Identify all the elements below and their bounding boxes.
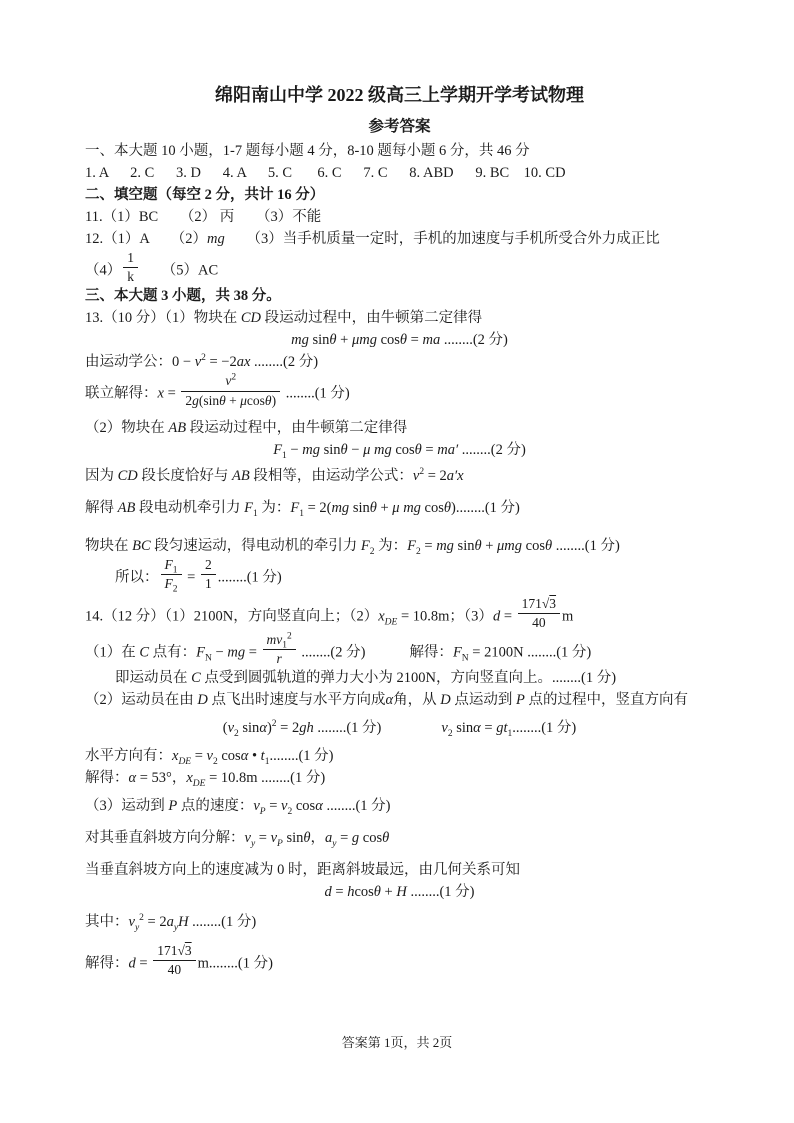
answer-12-part1: 12.（1）A （2）mg （3）当手机质量一定时，手机的加速度与手机所受合外力成正比	[85, 231, 660, 247]
q14-farthest-condition: 当垂直斜坡方向上的速度减为 0 时，距离斜坡最远，由几何关系可知	[85, 861, 520, 878]
q13-formula-newton-cd: mg sinθ + μmg cosθ = ma ........(2 分)	[291, 332, 508, 349]
q14-point-c: （1）在 C 点有：$F_N$ − mg = $\frac{mv_1^2}{r}$ ........(2 分) 解得：$F_N = 2100N$ ........(1 分)	[85, 631, 592, 666]
q14-among-which: 其中：$v_y^2 = 2a_yH$ ........(1 分)	[85, 913, 257, 933]
section-2-heading: 二、填空题（每空 2 分，共计 16 分）	[85, 187, 325, 203]
section-3-heading: 三、本大题 3 小题，共 38 分。	[85, 288, 281, 305]
q13-bc-uniform: 物块在 BC 段匀速运动，得电动机的牵引力 $F_2$ 为：$F_2$ = mg sinθ + μmg cosθ ........(1 分)	[85, 537, 620, 557]
q14-horizontal: 水平方向有：$x_{DE} = v_2$ cosα • $t_1........(1$ 分)	[85, 747, 334, 767]
q14-part2-intro: （2）运动员在由 D 点飞出时速度与水平方向成α角，从 D 点运动到 P 点的过程中，竖直方向有	[85, 691, 688, 708]
q14-decompose: 对其垂直斜坡方向分解：$v_y = v_P$ sinθ，$a_y = g$ cosθ	[85, 829, 390, 849]
q14-answers-summary: 14.（12 分）（1）2100N，方向竖直向上；$(2)x_{DE} = 10.8m$；（3）d = $\frac{171√3}{40}$ m	[85, 596, 574, 631]
q14-point-c-conclusion: 即运动员在 C 点受到圆弧轨道的弹力大小为 2100N，方向竖直向上。........(1 分)	[115, 669, 617, 686]
q13-ratio: 所以： $\frac{F_1}{F_2}$ = $\frac{2}{1}$ ........(1 分)	[115, 556, 282, 595]
q14-solve-alpha: 解得：α = 53°，$x_{DE} = 10.8m$ ........(1 分)	[85, 769, 326, 789]
q13-solve-f1: 解得 AB 段电动机牵引力 $F_1$ 为：$F_1 = 2(mg$ sinθ + μ mg cosθ)........(1 分)	[85, 499, 520, 519]
q14-solve-d: 解得：d = $\frac{171√3}{40}$ m........(1 分)	[85, 942, 273, 978]
exam-title: 绵阳南山中学 2022 级高三上学期开学考试物理	[215, 85, 584, 105]
q13-formula-newton-ab: $F_1$ − mg sinθ − μ mg cosθ = ma′ ........(2 分)	[273, 441, 526, 461]
q13-cd-equals-ab: 因为 CD 段长度恰好与 AB 段相等，由运动学公式：$v^2 = 2a'x$	[85, 466, 464, 484]
section-1-heading: 一、本大题 10 小题，1-7 题每小题 4 分，8-10 题每小题 6 分，共 46 分	[85, 143, 530, 159]
answer-11: 11.（1）BC （2） 丙 （3）不能	[85, 209, 322, 225]
q14-geometry-formula: d = hcosθ + H ........(1 分)	[324, 883, 475, 900]
q14-speed-at-p: （3）运动到 P 点的速度：$v_P = v_2$ cosα ........(1 分)	[85, 797, 391, 817]
q13-intro: 13.（10 分）（1）物块在 CD 段运动过程中，由牛顿第二定律得	[85, 310, 483, 327]
answer-12-part2: （4） $\frac{1}{k}$ （5）AC	[85, 250, 219, 285]
q13-part2-intro: （2）物块在 AB 段运动过程中，由牛顿第二定律得	[85, 419, 408, 436]
q13-kinematics: 由运动学公：$0 - v^2 = -2ax$ ........(2 分)	[85, 353, 319, 371]
page-footer: 答案第 1页，共 2页	[341, 1035, 453, 1050]
q14-vertical-formulas: ($v_2$ sinα)$^2$ = 2gh ........(1 分) $v_2$ $\sin\alpha = gt_1........(1$ 分)	[222, 719, 577, 739]
answer-key-subtitle: 参考答案	[368, 118, 431, 135]
q13-solve-x: 联立解得：x = $\frac{v^2}{2g(\sin\theta + \mu\cos\theta)}$ ........(1 分)	[85, 372, 350, 408]
choice-answers: 1. A 2. C 3. D 4. A 5. C 6. C 7. C 8. ABD 9. BC 10. CD	[85, 165, 566, 181]
